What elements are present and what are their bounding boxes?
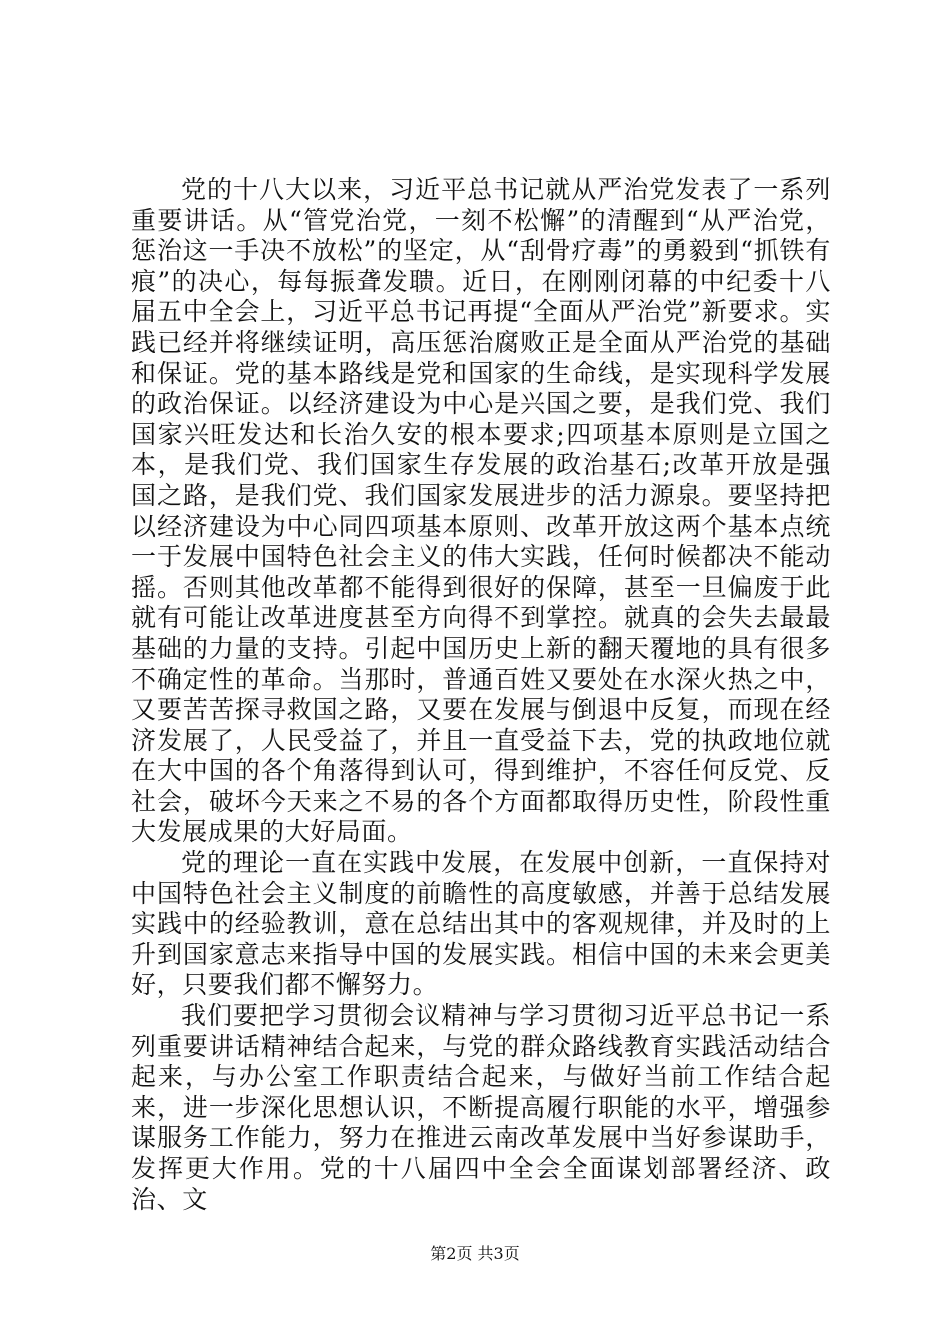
paragraph-3: 我们要把学习贯彻会议精神与学习贯彻习近平总书记一系列重要讲话精神结合起来，与党的群众路线教育实践活动结合起来，与办公室工作职责结合起来，与做好当前工作结合起来，进一步深化思想认识，不断提高履行职能的水平，增强参谋服务工作能力，努力在推进云南改革发展中当好参谋助手，发挥更大作用。党的十八届四中全会全面谋划部署经济、政治、文 (131, 1001, 831, 1214)
page-footer: 第2页 共3页 (430, 1244, 520, 1263)
document-body (131, 175, 831, 1215)
paragraph-2: 党的理论一直在实践中发展，在发展中创新，一直保持对中国特色社会主义制度的前瞻性的高度敏感，并善于总结发展实践中的经验教训，意在总结出其中的客观规律，并及时的上升到国家意志来指导中国的发展实践。相信中国的未来会更美好，只要我们都不懈努力。 (131, 848, 831, 1000)
paragraph-1: 党的十八大以来，习近平总书记就从严治党发表了一系列重要讲话。从“管党治党，一刻不松懈”的清醒到“从严治党，惩治这一手决不放松”的坚定，从“刮骨疗毒”的勇毅到“抓铁有痕”的决心，每每振聋发聩。近日，在刚刚闭幕的中纪委十八届五中全会上，习近平总书记再提“全面从严治党”新要求。实践已经并将继续证明，高压惩治腐败正是全面从严治党的基础和保证。党的基本路线是党和国家的生命线，是实现科学发展的政治保证。以经济建设为中心是兴国之要，是我们党、我们国家兴旺发达和长治久安的根本要求;四项基本原则是立国之本，是我们党、我们国家生存发展的政治基石;改革开放是强国之路，是我们党、我们国家发展进步的活力源泉。要坚持把以经济建设为中心同四项基本原则、改革开放这两个基本点统一于发展中国特色社会主义的伟大实践，任何时候都决不能动摇。否则其他改革都不能得到很好的保障，甚至一旦偏废于此就有可能让改革进度甚至方向得不到掌控。就真的会失去最最基础的力量的支持。引起中国历史上新的翻天覆地的具有很多不确定性的革命。当那时，普通百姓又要处在水深火热之中，又要苦苦探寻救国之路，又要在发展与倒退中反复，而现在经济发展了，人民受益了，并且一直受益下去，党的执政地位就在大中国的各个角落得到认可，得到维护，不容任何反党、反社会，破坏今天来之不易的各个方面都取得历史性，阶段性重大发展成果的大好局面。 (131, 175, 831, 847)
